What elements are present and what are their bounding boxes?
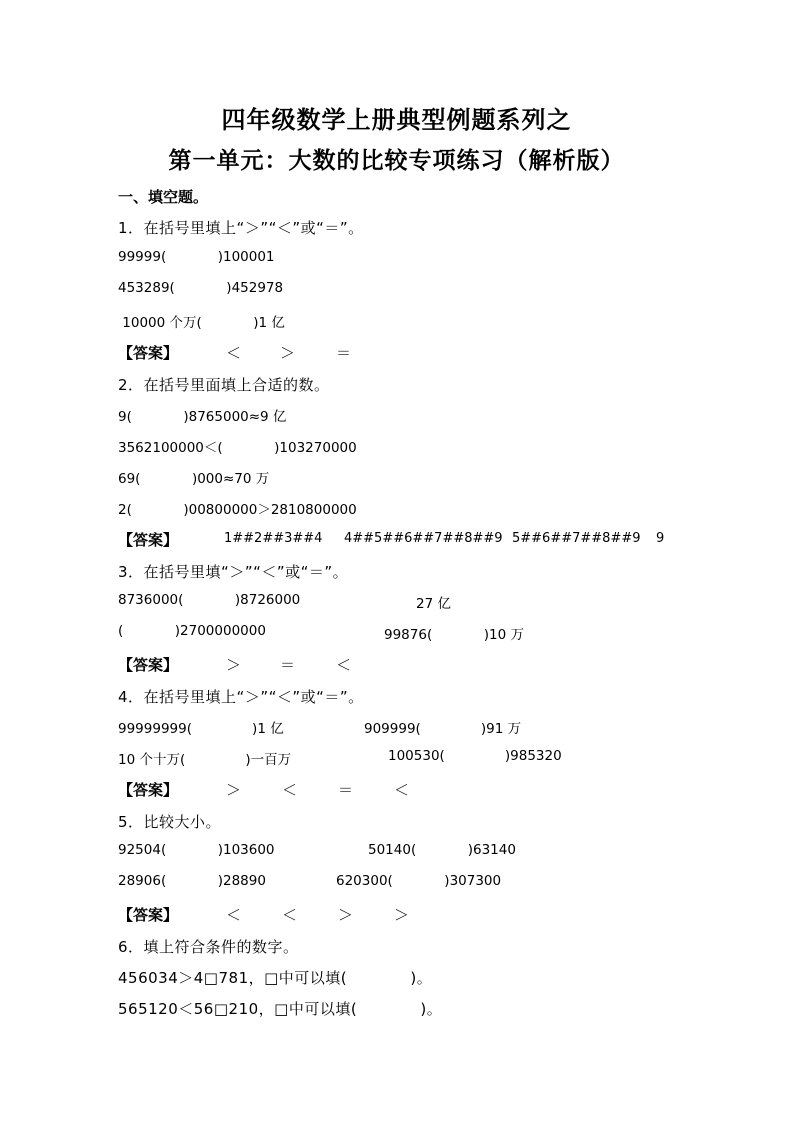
question-3-answer-2: ＝ <box>280 656 296 674</box>
question-4-answer-1: ＞ <box>226 781 242 799</box>
question-2-answer-3: 5##6##7##8##9 <box>512 531 641 546</box>
question-5-answer-2: ＜ <box>282 906 298 924</box>
question-2-answer-2: 4##5##6##7##8##9 <box>344 531 503 546</box>
question-2-line-4: 2( )00800000＞2810800000 <box>118 502 357 518</box>
question-4-answer-4: ＜ <box>394 781 410 799</box>
question-6-line-2: 565120＜56□210，□中可以填( )。 <box>118 1000 443 1018</box>
question-5-line-2-right: 620300( )307300 <box>336 873 502 889</box>
question-3-line-1-left: 8736000( )8726000 <box>118 592 301 608</box>
question-1-line-1: 99999( )100001 <box>118 249 275 265</box>
question-6-prompt: 6．填上符合条件的数字。 <box>118 938 299 956</box>
document-subtitle: 第一单元：大数的比较专项练习（解析版） <box>168 148 625 174</box>
question-5-answer-3: ＞ <box>338 906 354 924</box>
question-4-answer-3: ＝ <box>338 781 354 799</box>
question-3-prompt: 3．在括号里填“＞”“＜”或“＝”。 <box>118 563 349 581</box>
question-2-answer-4: 9 <box>656 531 665 546</box>
question-5-answer-4: ＞ <box>394 906 410 924</box>
question-5-line-2-left: 28906( )28890 <box>118 873 266 889</box>
question-2-line-2: 3562100000＜( )103270000 <box>118 440 357 456</box>
question-1-prompt: 1．在括号里填上“＞”“＜”或“＝”。 <box>118 219 364 237</box>
question-1-answer-1: ＜ <box>226 344 242 362</box>
question-3-answer-3: ＜ <box>336 656 352 674</box>
question-5-answer-1: ＜ <box>226 906 242 924</box>
answer-label: 【答案】 <box>118 656 179 674</box>
question-5-line-1-left: 92504( )103600 <box>118 842 275 858</box>
answer-label: 【答案】 <box>118 906 179 924</box>
question-6-line-1: 456034＞4□781，□中可以填( )。 <box>118 969 433 987</box>
answer-label: 【答案】 <box>118 781 179 799</box>
question-4-line-2-right: 100530( )985320 <box>388 748 562 764</box>
answer-label: 【答案】 <box>118 344 179 362</box>
question-1-answer-3: ＝ <box>336 344 352 362</box>
question-2-line-1: 9( )8765000≈9 亿 <box>118 409 287 425</box>
question-4-answer-2: ＜ <box>282 781 298 799</box>
question-3-line-2-left: ( )2700000000 <box>118 623 266 639</box>
question-4-line-1-right: 909999( )91 万 <box>364 721 522 737</box>
question-2-prompt: 2．在括号里面填上合适的数。 <box>118 376 330 394</box>
question-4-line-1-left: 99999999( )1 亿 <box>118 721 284 737</box>
question-3-answer-1: ＞ <box>226 656 242 674</box>
answer-label: 【答案】 <box>118 531 179 549</box>
question-3-line-2-right: 99876( )10 万 <box>384 627 524 643</box>
question-5-prompt: 5．比较大小。 <box>118 813 222 831</box>
document-title: 四年级数学上册典型例题系列之 <box>221 106 572 134</box>
question-1-line-2: 453289( )452978 <box>118 280 284 296</box>
question-2-line-3: 69( )000≈70 万 <box>118 471 270 487</box>
question-4-prompt: 4．在括号里填上“＞”“＜”或“＝”。 <box>118 688 364 706</box>
question-2-answer-1: 1##2##3##4 <box>224 531 323 546</box>
question-5-line-1-right: 50140( )63140 <box>368 842 516 858</box>
question-3-line-1-right: 27 亿 <box>416 596 451 612</box>
section-heading-fill-blank: 一、填空题。 <box>118 188 209 206</box>
question-4-line-2-left: 10 个十万( )一百万 <box>118 752 292 768</box>
question-1-line-3: 10000 个万( )1 亿 <box>118 315 285 331</box>
question-1-answer-2: ＞ <box>280 344 296 362</box>
